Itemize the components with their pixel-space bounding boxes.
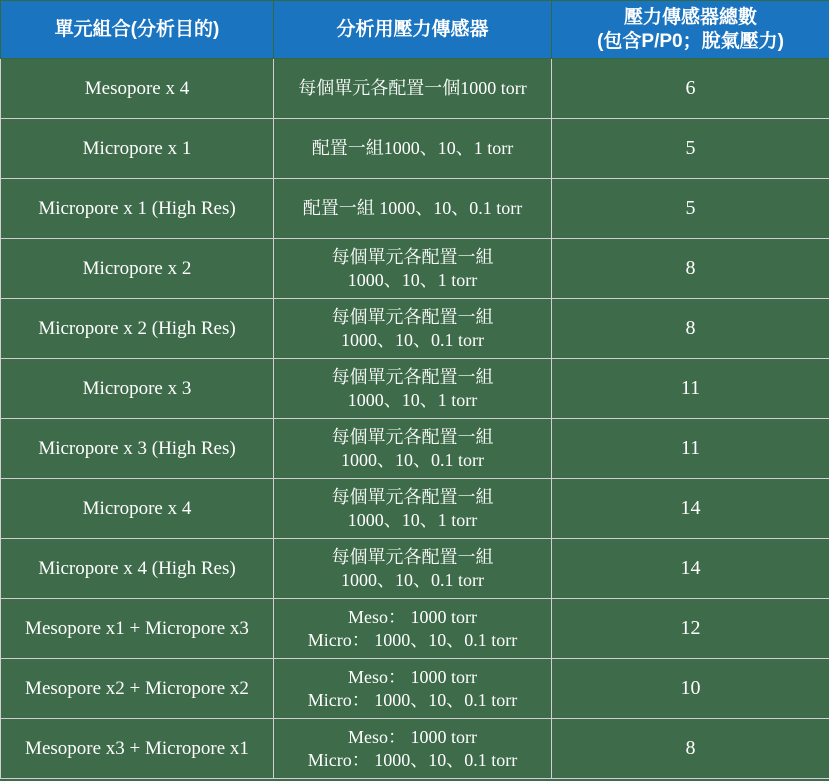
cell-analysis-sensor-line: 每個單元各配置一組: [331, 547, 494, 567]
cell-sensor-total: 5: [552, 119, 829, 179]
column-header-sensor-total: [552, 1, 829, 59]
cell-unit-combination: Mesopore x1 + Micropore x3: [1, 599, 274, 659]
table-row: [1, 419, 829, 479]
cell-unit-combination: Micropore x 2: [1, 239, 274, 299]
cell-sensor-total: 11: [552, 419, 829, 479]
cell-analysis-sensor-line: 每個單元各配置一組: [331, 487, 494, 507]
cell-analysis-sensor-line: 1000、10、1 torr: [347, 389, 478, 410]
cell-sensor-total: 6: [552, 59, 829, 119]
table-row: [1, 479, 829, 539]
cell-analysis-sensor: [274, 539, 552, 599]
cell-sensor-total: 8: [552, 299, 829, 359]
cell-analysis-sensor: [274, 479, 552, 539]
cell-analysis-sensor: [274, 239, 552, 299]
cell-analysis-sensor: [274, 599, 552, 659]
cell-unit-combination: Mesopore x 4: [1, 59, 274, 119]
cell-analysis-sensor: [274, 359, 552, 419]
cell-sensor-total: 14: [552, 479, 829, 539]
cell-sensor-total: 8: [552, 239, 829, 299]
cell-sensor-total: 12: [552, 599, 829, 659]
table-body: [1, 59, 829, 779]
cell-analysis-sensor-line: Micro： 1000、10、0.1 torr: [307, 629, 518, 650]
cell-sensor-total: 10: [552, 659, 829, 719]
cell-unit-combination: Micropore x 4: [1, 479, 274, 539]
cell-analysis-sensor: [274, 179, 552, 239]
table-row: [1, 59, 829, 119]
cell-analysis-sensor: [274, 59, 552, 119]
table-row: [1, 539, 829, 599]
cell-analysis-sensor-line: 1000、10、1 torr: [347, 509, 478, 530]
cell-analysis-sensor-line: Meso： 1000 torr: [348, 607, 477, 627]
column-header-sensor-total-line-1: 壓力傳感器總數: [623, 6, 757, 28]
table-header: [1, 1, 829, 59]
cell-analysis-sensor-line: 配置一組1000、10、1 torr: [311, 138, 514, 159]
cell-unit-combination: Mesopore x3 + Micropore x1: [1, 719, 274, 779]
cell-analysis-sensor-line: 1000、10、0.1 torr: [341, 569, 484, 590]
cell-unit-combination: Micropore x 4 (High Res): [1, 539, 274, 599]
cell-unit-combination: Micropore x 2 (High Res): [1, 299, 274, 359]
cell-unit-combination: Micropore x 3: [1, 359, 274, 419]
cell-analysis-sensor: [274, 719, 552, 779]
cell-sensor-total: 11: [552, 359, 829, 419]
cell-analysis-sensor-line: 每個單元各配置一個1000 torr: [298, 78, 527, 99]
cell-sensor-total: 14: [552, 539, 829, 599]
table-row: [1, 659, 829, 719]
table-row: [1, 179, 829, 239]
cell-analysis-sensor-line: 配置一組 1000、10、0.1 torr: [302, 198, 523, 219]
cell-analysis-sensor-line: 1000、10、0.1 torr: [341, 329, 484, 350]
table-row: [1, 299, 829, 359]
cell-unit-combination: Micropore x 3 (High Res): [1, 419, 274, 479]
column-header-analysis-sensor-line-1: 分析用壓力傳感器: [336, 18, 489, 40]
cell-analysis-sensor-line: 每個單元各配置一組: [331, 247, 494, 267]
column-header-sensor-total-line-2: (包含P/P0；脫氣壓力): [597, 30, 784, 52]
cell-analysis-sensor-line: 1000、10、0.1 torr: [341, 449, 484, 470]
table-row: [1, 239, 829, 299]
column-header-analysis-sensor: [274, 1, 552, 59]
cell-analysis-sensor-line: Meso： 1000 torr: [348, 667, 477, 687]
cell-analysis-sensor-line: Meso： 1000 torr: [348, 727, 477, 747]
cell-analysis-sensor: [274, 659, 552, 719]
table-header-row: [1, 1, 829, 59]
cell-sensor-total: 5: [552, 179, 829, 239]
table-row: [1, 359, 829, 419]
table-row: [1, 599, 829, 659]
cell-analysis-sensor-line: 每個單元各配置一組: [331, 427, 494, 447]
cell-analysis-sensor-line: 每個單元各配置一組: [331, 307, 494, 327]
cell-unit-combination: Mesopore x2 + Micropore x2: [1, 659, 274, 719]
cell-unit-combination: Micropore x 1 (High Res): [1, 179, 274, 239]
column-header-unit-combination-line-1: 單元組合(分析目的): [54, 18, 220, 40]
cell-analysis-sensor-line: 1000、10、1 torr: [347, 269, 478, 290]
cell-analysis-sensor-line: Micro： 1000、10、0.1 torr: [307, 689, 518, 710]
cell-analysis-sensor: [274, 119, 552, 179]
cell-analysis-sensor-line: 每個單元各配置一組: [331, 367, 494, 387]
cell-unit-combination: Micropore x 1: [1, 119, 274, 179]
table-row: [1, 719, 829, 779]
cell-analysis-sensor: [274, 419, 552, 479]
table-row: [1, 119, 829, 179]
cell-sensor-total: 8: [552, 719, 829, 779]
cell-analysis-sensor-line: Micro： 1000、10、0.1 torr: [307, 749, 518, 770]
cell-analysis-sensor: [274, 299, 552, 359]
column-header-unit-combination: [1, 1, 274, 59]
